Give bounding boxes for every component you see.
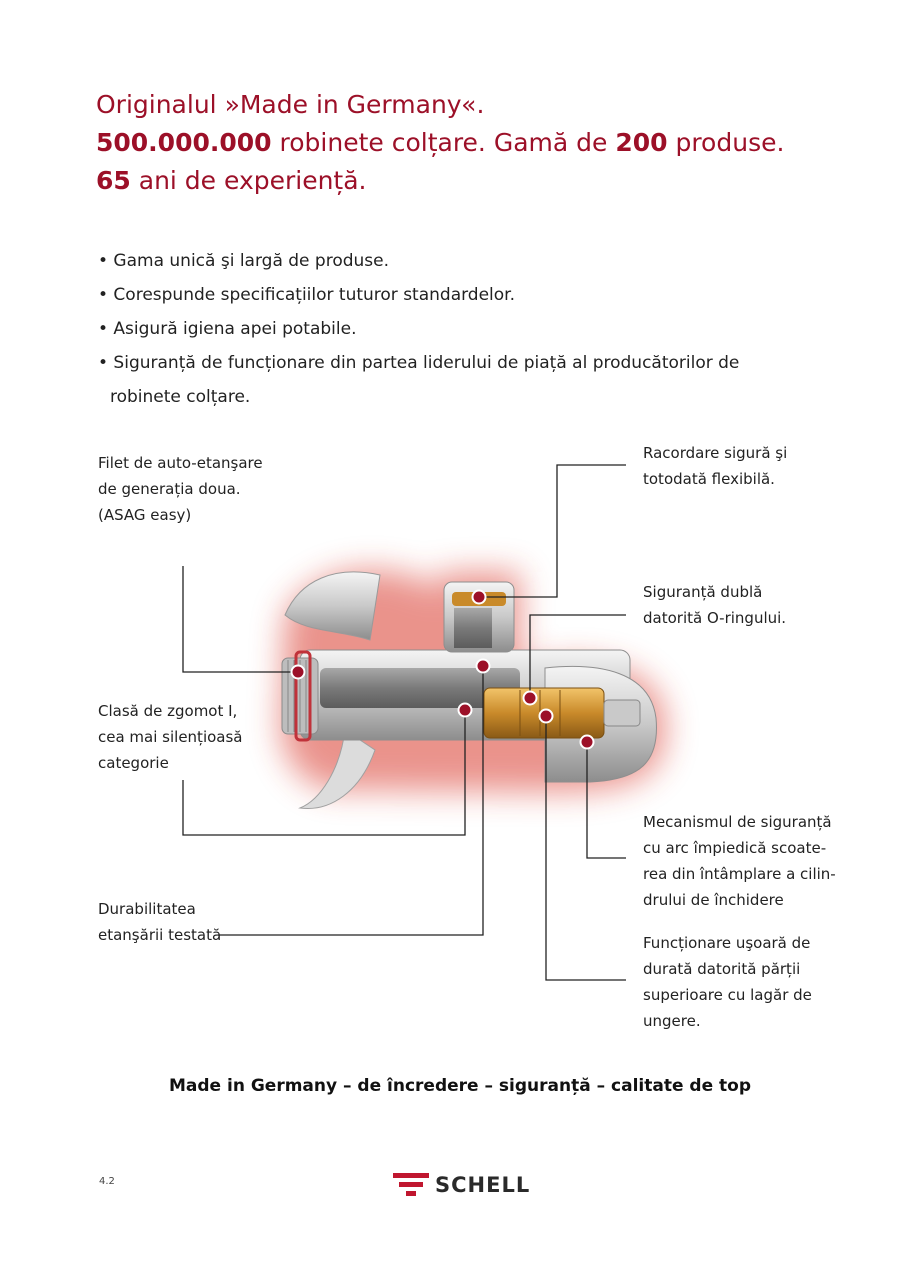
headline-text-b: produse. [667,128,785,157]
headline-text-c: ani de experiență. [130,166,367,195]
tagline: Made in Germany – de încredere – siguranță – calitate de top [169,1076,751,1096]
callout-line: Funcționare uşoară de [643,934,811,952]
callout-line: ungere. [643,1012,701,1030]
callout-line: cu arc împiedică scoate- [643,839,827,857]
callout-line: Filet de auto-etanşare [98,454,263,472]
callout-line: durată datorită părții [643,960,801,978]
marker-dot [581,736,594,749]
headline-line-1: Originalul »Made in Germany«. [96,90,485,119]
marker-dot [540,710,553,723]
callout-line: totodată flexibilă. [643,470,775,488]
headline-number-years: 65 [96,166,131,195]
callout-line: Mecanismul de siguranță [643,813,832,831]
callout-line: Durabilitatea [98,900,196,918]
callout-line: Clasă de zgomot I, [98,702,238,720]
callout-functionare [643,930,812,1034]
callout-line: datorită O-ringului. [643,609,787,627]
marker-dot [292,666,305,679]
brand-name: SCHELL [435,1173,531,1197]
page-number: 4.2 [99,1176,115,1187]
callout-line: rea din întâmplare a cilin- [643,865,836,883]
list-item-continuation: robinete colțare. [110,387,251,407]
marker-dot [473,591,486,604]
brand-logo [393,1170,530,1200]
schell-logo-icon [393,1170,429,1200]
list-item-text: • Siguranță de funcționare din partea liderului de piață al producătorilor de [98,353,740,373]
marker-dot [459,704,472,717]
callout-line: (ASAG easy) [98,506,192,524]
callout-durabilitate [98,896,221,948]
headline-number-units: 500.000.000 [96,128,272,157]
callout-siguranta [643,579,786,631]
list-item: • Corespunde specificațiilor tuturor standardelor. [98,285,516,305]
list-item: • Gama unică şi largă de produse. [98,251,390,271]
callout-line: de generația doua. [98,480,241,498]
callout-line: etanşării testată [98,926,222,944]
callout-filet [98,450,263,528]
marker-dot [524,692,537,705]
marker-dot [477,660,490,673]
list-item: • Asigură igiena apei potabile. [98,319,357,339]
callout-clasa [98,698,243,776]
callout-line: Siguranță dublă [643,583,763,601]
callout-line: categorie [98,754,169,772]
callout-mecanism [643,809,836,913]
headline-number-products: 200 [615,128,668,157]
callout-line: superioare cu lagăr de [643,986,812,1004]
headline-text-a: robinete colțare. Gamă de [271,128,616,157]
leader-line-filet [183,566,298,672]
callout-line: drului de închidere [643,891,784,909]
callout-racordare [643,440,787,492]
callout-line: cea mai silențioasă [98,728,243,746]
callout-line: Racordare sigură şi [643,444,788,462]
